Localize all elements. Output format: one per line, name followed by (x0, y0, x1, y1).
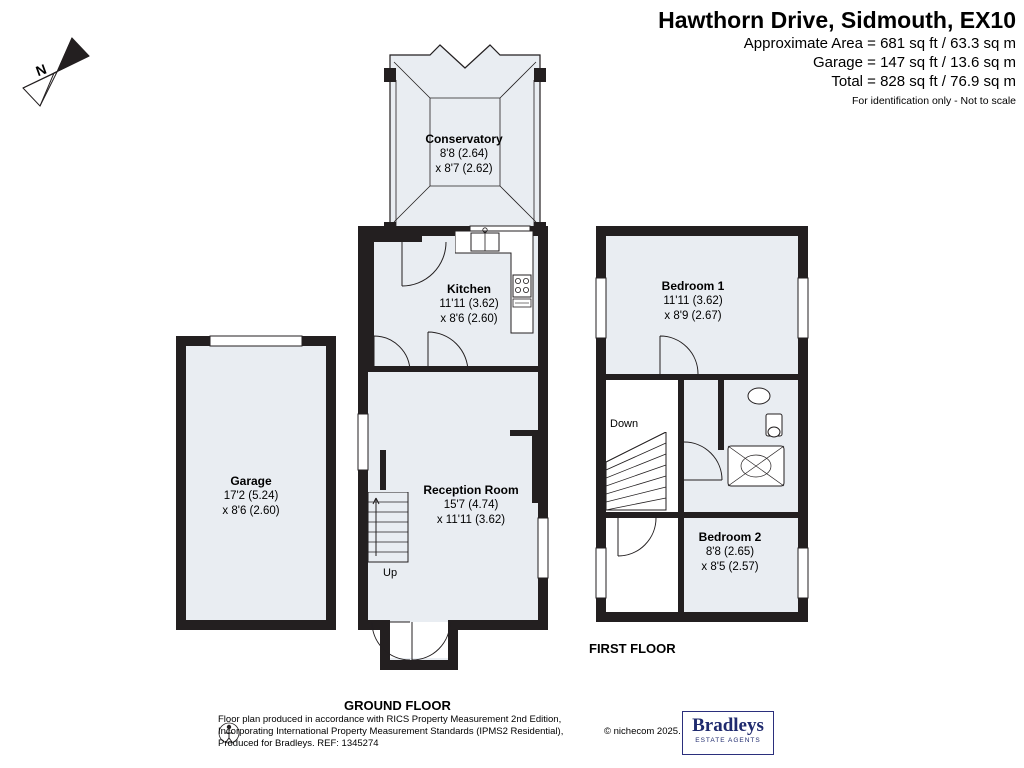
room-label-conservatory: Conservatory 8'8 (2.64) x 8'7 (2.62) (425, 132, 503, 175)
stairs-up-label: Up (383, 567, 398, 579)
room-label-garage: Garage 17'2 (5.24) x 8'6 (2.60) (222, 474, 280, 517)
floor-label-ground: GROUND FLOOR (344, 698, 451, 713)
floor-label-first: FIRST FLOOR (589, 641, 676, 656)
area-line-garage: Garage = 147 sq ft / 13.6 sq m (812, 54, 1016, 71)
bradleys-logo (682, 711, 774, 755)
room-label-reception-room: Reception Room 15'7 (4.74) x 11'11 (3.62) (423, 483, 519, 526)
page-title: Hawthorn Drive, Sidmouth, EX10 (658, 7, 1016, 33)
room-label-kitchen: Kitchen 11'11 (3.62) x 8'6 (2.60) (439, 282, 499, 325)
room-label-bedroom-1: Bedroom 1 11'11 (3.62) x 8'9 (2.67) (661, 279, 725, 322)
footer-line-2: Incorporating International Property Measurement Standards (IPMS2 Residential), (218, 726, 564, 737)
room-label-bedroom-2: Bedroom 2 8'8 (2.65) x 8'5 (2.57) (698, 530, 762, 573)
area-line-approx: Approximate Area = 681 sq ft / 63.3 sq m (743, 35, 1016, 52)
stairs-down-label: Down (610, 418, 639, 430)
disclaimer-text: For identification only - Not to scale (852, 95, 1016, 107)
area-line-total: Total = 828 sq ft / 76.9 sq m (831, 73, 1016, 90)
brand-tagline: ESTATE AGENTS (695, 737, 761, 744)
footer-copyright: © nichecom 2025. (604, 726, 681, 737)
footer-line-1: Floor plan produced in accordance with RICS Property Measurement 2nd Edition, (218, 714, 562, 725)
footer-line-3: Produced for Bradleys. REF: 1345274 (218, 738, 379, 749)
brand-name: Bradleys (692, 715, 764, 736)
compass-north-label: N (33, 60, 49, 80)
